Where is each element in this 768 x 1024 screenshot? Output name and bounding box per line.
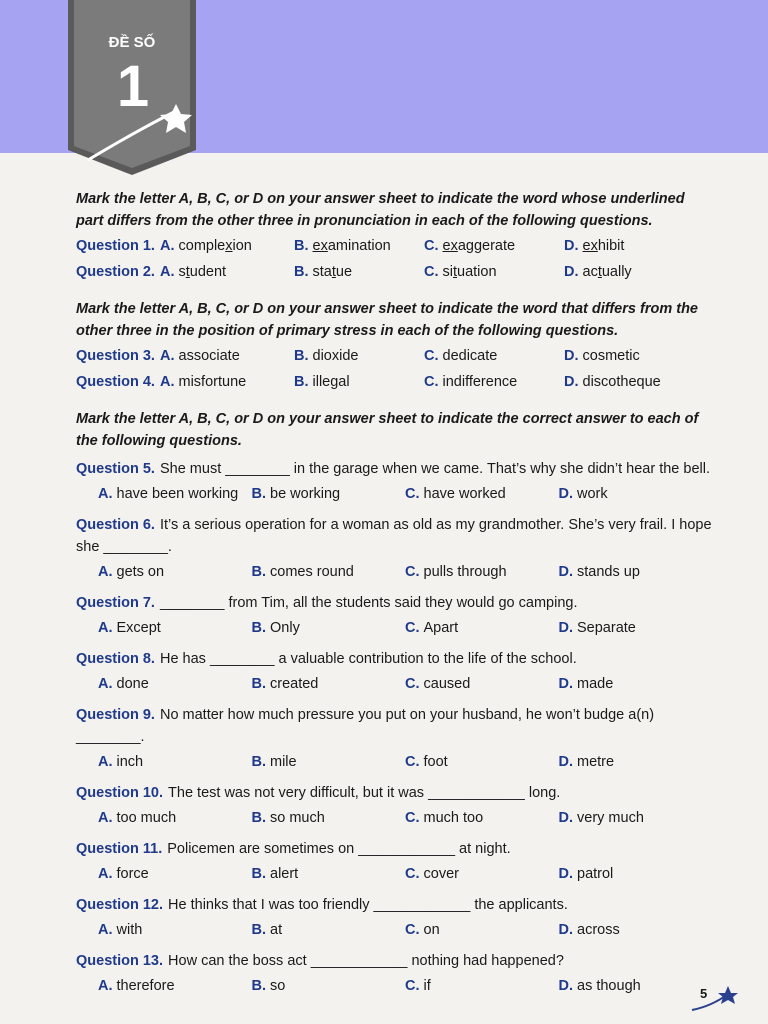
option-b: B. Only [251,620,300,636]
question-4 [76,374,712,400]
option-a: A. gets on [98,564,165,580]
option-b: B. ex amination [294,238,391,254]
option-a: A. have been working [98,486,239,502]
question-stem: She must ________ in the garage when we came. That’s why she didn’t hear the bell. [159,461,710,477]
option-a: A. inch [98,754,144,770]
option-b: B. alert [251,866,299,882]
option-c: C. on [405,922,440,938]
option-d: D. made [558,676,614,692]
question-label: Question 8. [76,651,155,667]
question-12 [76,894,712,944]
question-stem: The test was not very difficult, but it was ____________ long. [168,785,561,801]
question-label: Question 11. [76,841,163,857]
option-d: D. discotheque [564,374,661,390]
question-stem: How can the boss act ____________ nothing had happened? [168,953,564,969]
question-7 [76,592,712,642]
question-stem: He has ________ a valuable contribution to the life of the school. [159,651,577,667]
option-c: C. dedicate [424,348,498,364]
option-d: D. patrol [558,866,614,882]
instruction-2: Mark the letter A, B, C, or D on your answer sheet to indicate the word that differs from the other three in the position of primary stress in each of the following questions. [76,301,698,339]
option-d: D. Separate [558,620,636,636]
option-b: B. sta t ue [294,264,353,280]
question-label: Question 5. [76,461,155,477]
option-c: C. foot [405,754,448,770]
question-label: Question 4. [76,374,155,390]
option-c: C. Apart [405,620,459,636]
option-b: B. created [251,676,319,692]
option-c: C. have worked [405,486,506,502]
option-c: C. si t uation [424,264,497,280]
option-b: B. mile [251,754,297,770]
question-3 [76,348,712,374]
option-b: B. illegal [294,374,350,390]
question-6 [76,514,712,586]
option-d: D. across [558,922,620,938]
question-label: Question 13. [76,953,164,969]
option-d: D. ex hibit [564,238,625,254]
question-stem: It’s a serious operation for a woman as old as my grandmother. She’s very frail. I hope she ________. [76,517,712,555]
question-11 [76,838,712,888]
option-b: B. so much [251,810,325,826]
question-label: Question 9. [76,707,155,723]
question-label: Question 3. [76,348,155,364]
option-d: D. work [558,486,608,502]
option-c: C. indifference [424,374,518,390]
option-c: C. cover [405,866,459,882]
option-d: D. cosmetic [564,348,640,364]
question-stem: No matter how much pressure you put on your husband, he won’t budge a(n) ________. [76,707,655,745]
question-5 [76,458,712,508]
question-label: Question 1. [76,238,155,254]
option-d: D. ac t ually [564,264,632,280]
option-a: A. Except [98,620,161,636]
option-c: C. ex aggerate [424,238,516,254]
option-b: B. be working [251,486,341,502]
option-a: A. too much [98,810,177,826]
question-label: Question 6. [76,517,155,533]
question-1 [76,238,712,264]
question-10 [76,782,712,832]
test-label: ĐỀ SỐ [108,34,156,51]
option-d: D. very much [558,810,644,826]
option-a: A. associate [160,348,240,364]
instruction-3: Mark the letter A, B, C, or D on your answer sheet to indicate the correct answer to each of the following questions. [76,411,699,449]
option-b: B. dioxide [294,348,359,364]
option-d: D. stands up [558,564,640,580]
option-a: A. with [98,922,143,938]
question-2 [76,264,712,290]
question-label: Question 12. [76,897,164,913]
question-label: Question 2. [76,264,155,280]
option-b: B. so [251,978,286,994]
option-d: D. as though [558,978,641,994]
question-13 [76,950,712,1000]
option-d: D. metre [558,754,615,770]
option-a: A. s t udent [160,264,227,280]
option-a: A. force [98,866,149,882]
option-a: A. done [98,676,149,692]
page-number: 5 [700,986,708,1001]
question-9 [76,704,712,776]
option-c: C. pulls through [405,564,507,580]
question-stem: He thinks that I was too friendly ____________ the applicants. [168,897,568,913]
option-a: A. comple x ion [160,238,252,254]
option-b: B. comes round [251,564,354,580]
question-stem: Policemen are sometimes on ____________ at night. [167,841,511,857]
exam-content [76,188,712,1000]
test-number: 1 [116,54,150,119]
option-c: C. caused [405,676,471,692]
instruction-1: Mark the letter A, B, C, or D on your answer sheet to indicate the word whose underlined part differs from the other three in pronunciation in each of the following questions. [76,191,685,229]
option-a: A. therefore [98,978,175,994]
option-c: C. much too [405,810,484,826]
option-a: A. misfortune [160,374,247,390]
question-label: Question 7. [76,595,155,611]
question-8 [76,648,712,698]
star-icon [690,982,740,1012]
question-label: Question 10. [76,785,164,801]
question-stem: ________ from Tim, all the students said they would go camping. [159,595,578,611]
option-b: B. at [251,922,283,938]
option-c: C. if [405,978,431,994]
